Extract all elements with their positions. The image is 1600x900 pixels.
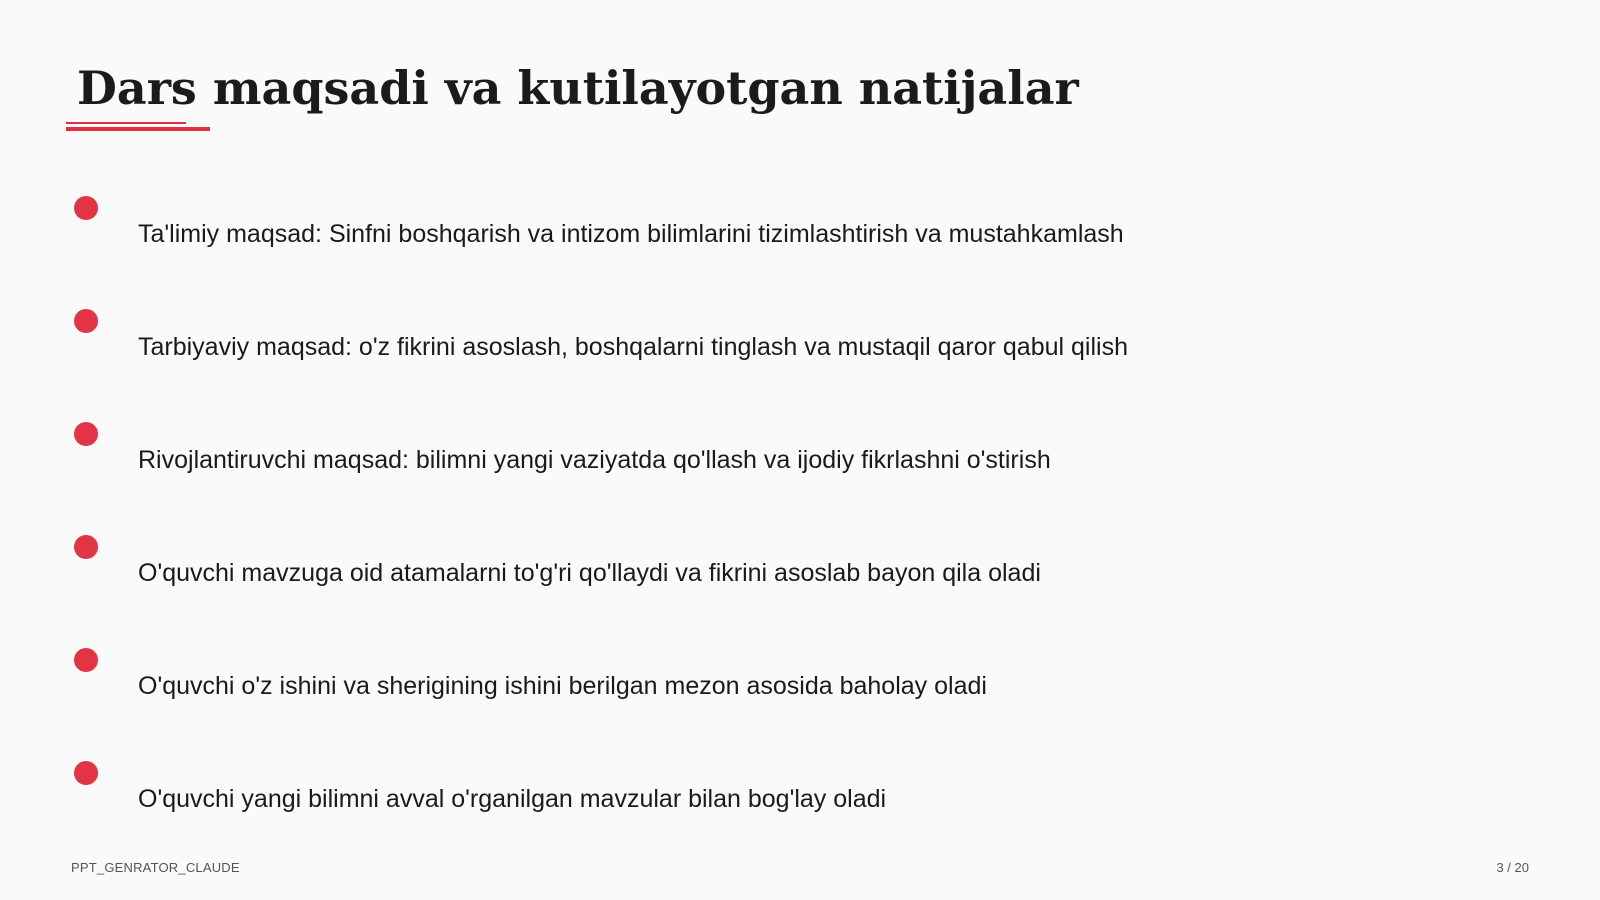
footer-page-indicator: 3 / 20: [1496, 860, 1529, 875]
bullet-text: O'quvchi o'z ishini va sherigining ishini berilgan mezon asosida baholay oladi: [138, 672, 987, 700]
footer-generator-label: PPT_GENRATOR_CLAUDE: [71, 860, 240, 875]
bullet-dot-icon: [74, 422, 98, 446]
bullet-item: [0, 422, 1600, 512]
bullet-text: Ta'limiy maqsad: Sinfni boshqarish va intizom bilimlarini tizimlashtirish va mustahkamlash: [138, 220, 1124, 248]
bullet-dot-icon: [74, 761, 98, 785]
bullet-dot-icon: [74, 535, 98, 559]
bullet-dot-icon: [74, 648, 98, 672]
bullet-item: [0, 761, 1600, 851]
bullet-item: [0, 309, 1600, 399]
bullet-item: [0, 196, 1600, 286]
bullet-dot-icon: [74, 309, 98, 333]
bullet-dot-icon: [74, 196, 98, 220]
bullet-text: Rivojlantiruvchi maqsad: bilimni yangi vaziyatda qo'llash va ijodiy fikrlashni o'stirish: [138, 446, 1051, 474]
bullet-item: [0, 535, 1600, 625]
bullet-text: Tarbiyaviy maqsad: o'z fikrini asoslash, boshqalarni tinglash va mustaqil qaror qabul qilish: [138, 333, 1128, 361]
bullet-item: [0, 648, 1600, 738]
bullet-text: O'quvchi yangi bilimni avval o'rganilgan mavzular bilan bog'lay oladi: [138, 785, 887, 813]
bullet-text: O'quvchi mavzuga oid atamalarni to'g'ri qo'llaydi va fikrini asoslab bayon qila oladi: [138, 559, 1041, 587]
slide-title: Dars maqsadi va kutilayotgan natijalar: [77, 61, 1079, 115]
